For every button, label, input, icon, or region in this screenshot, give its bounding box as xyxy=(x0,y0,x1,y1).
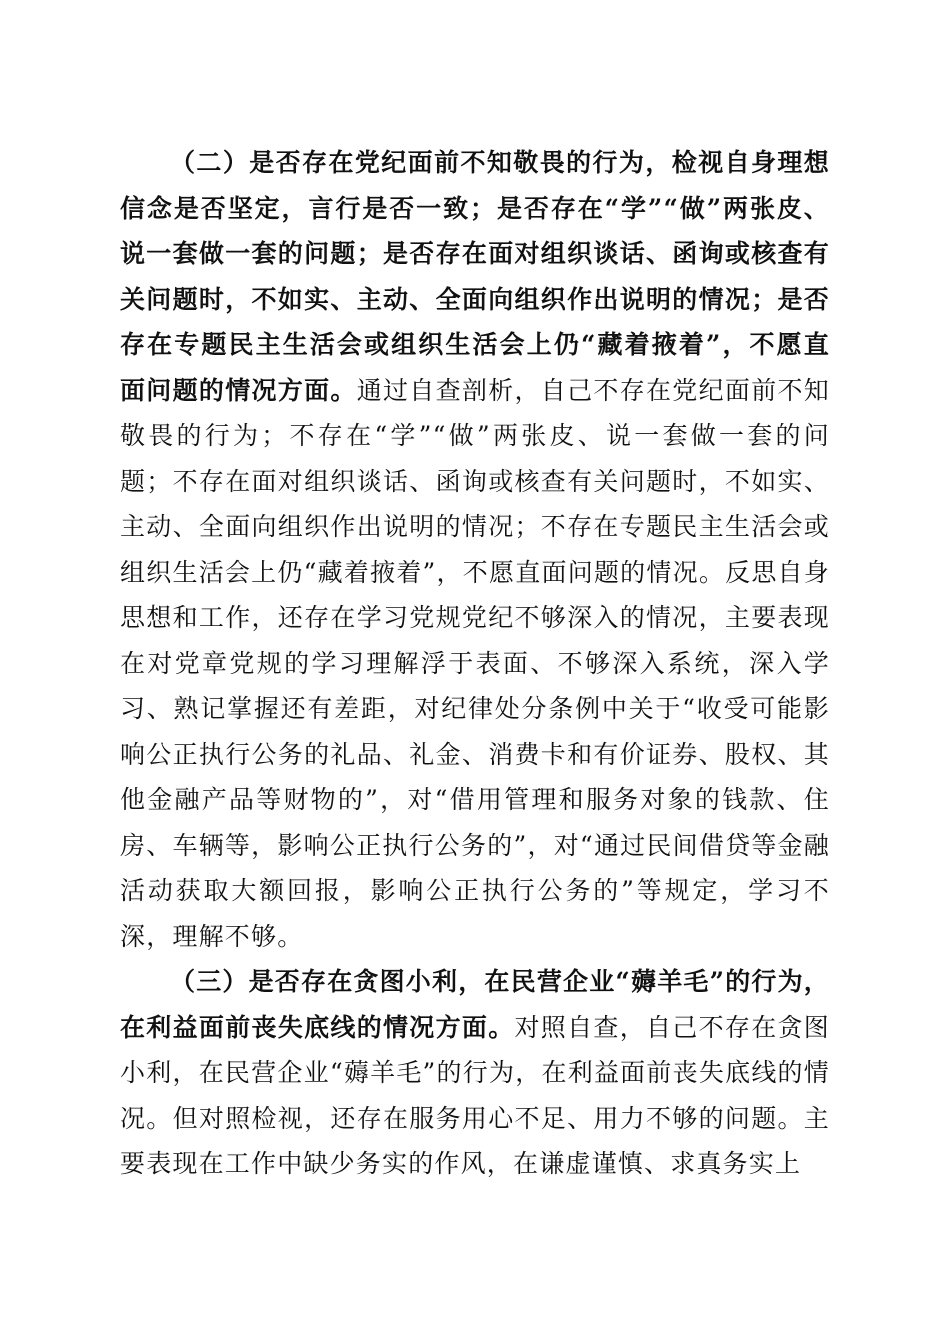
section-2-paragraph xyxy=(120,140,830,959)
document-body xyxy=(120,140,830,1187)
section-2-body: 通过自查剖析，自己不存在党纪面前不知敬畏的行为；不存在“学”“做”两张皮、说一套做一套的问题；不存在面对组织谈话、函询或核查有关问题时，不如实、主动、全面向组织作出说明的情况；不存在专题民主生活会或组织生活会上仍“藏着掖着”，不愿直面问题的情况。反思自身思想和工作，还存在学习党规党纪不够深入的情况，主要表现在对党章党规的学习理解浮于表面、不够深入系统，深入学习、熟记掌握还有差距，对纪律处分条例中关于“收受可能影响公正执行公务的礼品、礼金、消费卡和有价证券、股权、其他金融产品等财物的”，对“借用管理和服务对象的钱款、住房、车辆等，影响公正执行公务的”，对“通过民间借贷等金融活动获取大额回报，影响公正执行公务的”等规定，学习不深，理解不够。 xyxy=(120,375,830,951)
section-3-paragraph xyxy=(120,959,830,1187)
section-3-body: 对照自查，自己不存在贪图小利，在民营企业“薅羊毛”的行为，在利益面前丧失底线的情况。但对照检视，还存在服务用心不足、用力不够的问题。主要表现在工作中缺少务实的作风，在谦虚谨慎、求真务实上 xyxy=(120,1012,830,1178)
section-3-heading: （三）是否存在贪图小利，在民营企业“薅羊毛”的行为，在利益面前丧失底线的情况方面。 xyxy=(120,967,830,1042)
section-2-heading: （二）是否存在党纪面前不知敬畏的行为，检视自身理想信念是否坚定，言行是否一致；是否存在“学”“做”两张皮、说一套做一套的问题；是否存在面对组织谈话、函询或核查有关问题时，不如实、主动、全面向组织作出说明的情况；是否存在专题民主生活会或组织生活会上仍“藏着掖着”，不愿直面问题的情况方面。 xyxy=(120,148,830,405)
